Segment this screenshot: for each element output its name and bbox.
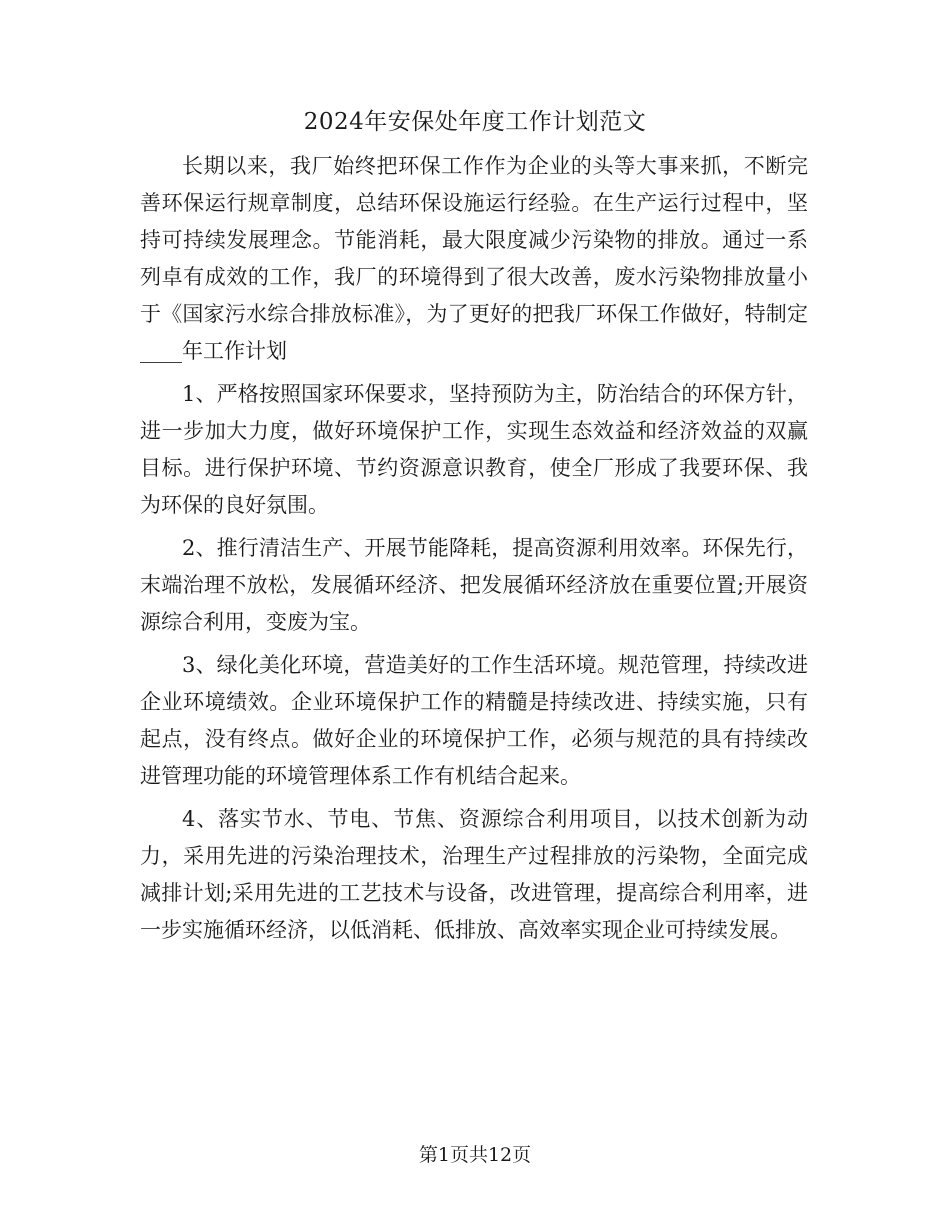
paragraph-item-3: 3、绿化美化环境，营造美好的工作生活环境。规范管理，持续改进企业环境绩效。企业环境保护工作的精髓是持续改进、持续实施，只有起点，没有终点。做好企业的环境保护工作，必须与规范的具有持续改进管理功能的环境管理体系工作有机结合起来。 xyxy=(140,653,808,788)
paragraph-intro: 长期以来，我厂始终把环保工作作为企业的头等大事来抓，不断完善环保运行规章制度，总结环保设施运行经验。在生产运行过程中，坚持可持续发展理念。节能消耗，最大限度减少污染物的排放。通过一系列卓有成效的工作，我厂的环境得到了很大改善，废水污染物排放量小于《国家污水综合排放标准》，为了更好的把我厂环保工作做好，特制定____年工作计划 xyxy=(140,154,808,363)
paragraph-item-2: 2、推行清洁生产、开展节能降耗，提高资源利用效率。环保先行，末端治理不放松，发展循环经济、把发展循环经济放在重要位置;开展资源综合利用，变废为宝。 xyxy=(140,536,808,634)
paragraph-item-4: 4、落实节水、节电、节焦、资源综合利用项目，以技术创新为动力，采用先进的污染治理技术，治理生产过程排放的污染物，全面完成减排计划;采用先进的工艺技术与设备，改进管理，提高综合利用率，进一步实施循环经济，以低消耗、低排放、高效率实现企业可持续发展。 xyxy=(140,807,808,942)
document-body xyxy=(140,148,808,955)
page-number-footer: 第1页共12页 xyxy=(418,1144,532,1166)
paragraph-item-1: 1、严格按照国家环保要求，坚持预防为主，防治结合的环保方针，进一步加大力度，做好环境保护工作，实现生态效益和经济效益的双赢目标。进行保护环境、节约资源意识教育，使全厂形成了我要环保、我为环保的良好氛围。 xyxy=(140,382,808,517)
document-title: 2024年安保处年度工作计划范文 xyxy=(303,109,647,135)
